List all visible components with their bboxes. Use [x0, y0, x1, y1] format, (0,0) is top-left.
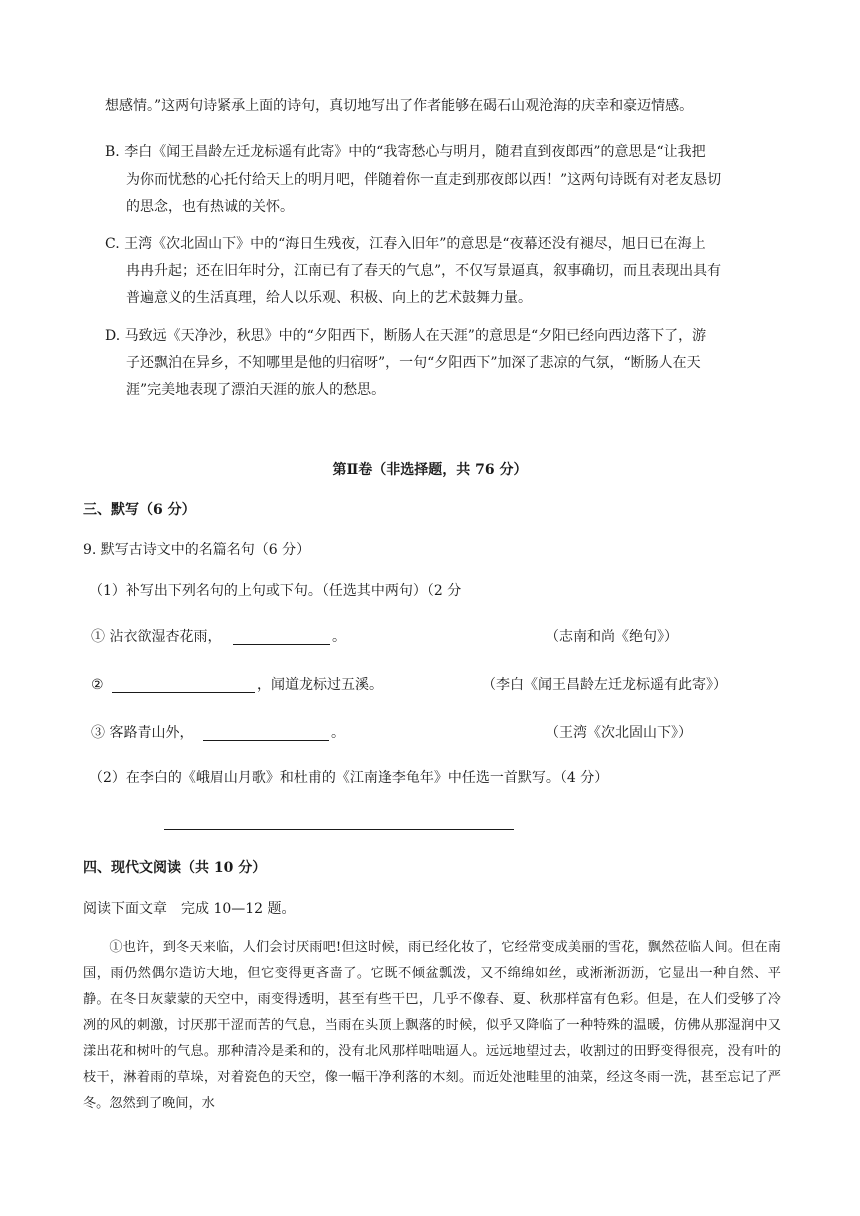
fill-item-1-text: ① 沾衣欲湿杏花雨，: [91, 629, 222, 645]
question-9: 9. 默写古诗文中的名篇名句（6 分）: [83, 542, 311, 558]
poem-answer-line[interactable]: [164, 829, 514, 830]
fill-item-1-source: （志南和尚《绝句》）: [545, 629, 678, 645]
option-d-line-1: D. 马致远《天净沙，秋思》中的“夕阳西下，断肠人在天涯”的意思是“夕阳已经向西边落下了，游: [105, 328, 707, 344]
option-c-line-1: C. 王湾《次北固山下》中的“海日生残夜，江春入旧年”的意思是“夜幕还没有褪尽，旭日已在海上: [105, 236, 706, 252]
fill-item-3-source: （王湾《次北固山下》）: [545, 725, 692, 741]
fill-item-2-blank[interactable]: [112, 692, 255, 693]
option-b-line-3: 的思念，也有热诚的关怀。: [126, 199, 294, 215]
option-d-line-3: 涯”完美地表现了漂泊天涯的旅人的愁思。: [126, 382, 386, 398]
option-c-line-2: 冉冉升起；还在旧年时分，江南已有了春天的气息”，不仅写景逼真，叙事确切，而且表现出具有: [126, 263, 722, 279]
fill-item-3-blank[interactable]: [203, 740, 329, 741]
section3-heading: 三、默写（6 分）: [83, 502, 196, 518]
section4-heading: 四、现代文阅读（共 10 分）: [83, 860, 267, 876]
fill-item-2-number: ②: [91, 677, 104, 693]
question-9-sub1: （1）补写出下列名句的上句或下句。（任选其中两句）（2 分: [89, 583, 462, 599]
reading-passage-paragraph-1: ①也许，到冬天来临，人们会讨厌雨吧!但这时候，雨已经化妆了，它经常变成美丽的雪花，飘然莅临人间。但在南国，雨仍然偶尔造访大地，但它变得更吝啬了。它既不倾盆瓢泼，又不绵绵如丝，或淅淅沥沥，它显出一种自然、平静。在冬日灰蒙蒙的天空中，雨变得透明，甚至有些干巴，几乎不像春、夏、秋那样富有色彩。但是，在人们受够了冷冽的风的刺激，讨厌那干涩而苦的气息，当雨在头顶上飘落的时候，似乎又降临了一种特殊的温暖，仿佛从那湿润中又漾出花和树叶的气息。那种清冷是柔和的，没有北风那样咄咄逼人。远远地望过去，收割过的田野变得很亮，没有叶的枝干，淋着雨的草垛，对着瓷色的天空，像一幅干净利落的木刻。而近处池畦里的油菜，经这冬雨一洗，甚至忘记了严冬。忽然到了晚间，水: [83, 940, 781, 1111]
part2-title: 第Ⅱ卷（非选择题，共 76 分）: [332, 462, 528, 478]
option-b-line-1: B. 李白《闻王昌龄左迁龙标遥有此寄》中的“我寄愁心与明月，随君直到夜郎西”的意思是“让我把: [105, 144, 706, 160]
option-a-tail: 想感情。”这两句诗紧承上面的诗句，真切地写出了作者能够在碣石山观沧海的庆幸和豪迈情感。: [105, 98, 694, 114]
reading-instruction: 阅读下面文章 完成 10—12 题。: [83, 901, 296, 917]
fill-item-3-end: 。: [331, 725, 345, 741]
fill-item-2-source: （李白《闻王昌龄左迁龙标遥有此寄》）: [482, 677, 727, 693]
option-c-line-3: 普遍意义的生活真理，给人以乐观、积极、向上的艺术鼓舞力量。: [126, 290, 532, 306]
fill-item-1-blank[interactable]: [233, 644, 330, 645]
question-9-sub2: （2）在李白的《峨眉山月歌》和杜甫的《江南逢李龟年》中任选一首默写。（4 分）: [89, 770, 609, 786]
option-b-line-2: 为你而忧愁的心托付给天上的明月吧，伴随着你一直走到那夜郎以西！”这两句诗既有对老友恳切: [126, 172, 722, 188]
fill-item-2-text: ，闻道龙标过五溪。: [257, 677, 383, 693]
option-d-line-2: 子还飘泊在异乡，不知哪里是他的归宿呀”，一句“夕阳西下”加深了悲凉的气氛，“断肠人在天: [126, 355, 701, 371]
fill-item-3-text: ③ 客路青山外，: [91, 725, 194, 741]
fill-item-1-end: 。: [332, 629, 346, 645]
